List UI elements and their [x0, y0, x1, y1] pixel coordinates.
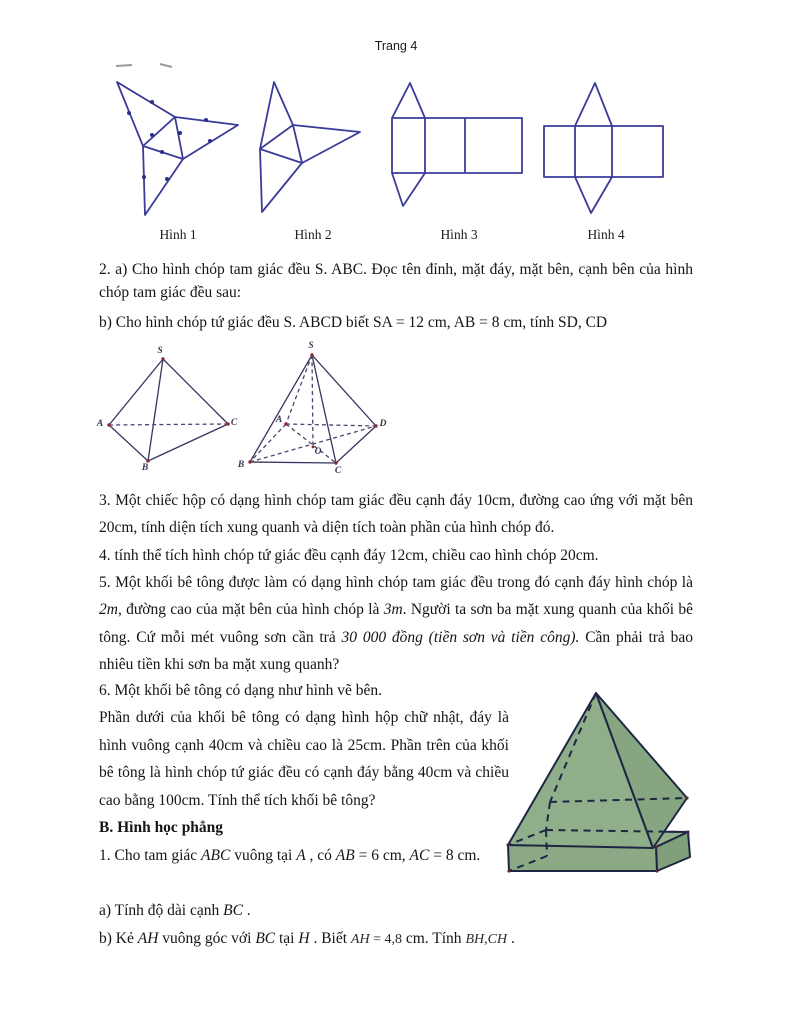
figure-label-hinh3: Hình 3	[440, 227, 478, 242]
concrete-block-figure	[493, 678, 708, 878]
problem-2a-text: 2. a) Cho hình chóp tam giác đều S. ABC. Đọc tên đỉnh, mặt đáy, mặt bên, cạnh bên của hình chóp tam giác đều sau:	[99, 261, 693, 301]
net-hinh2	[260, 82, 360, 212]
problem-2b-text: b) Cho hình chóp tứ giác đều S. ABCD biết SA = 12 cm, AB = 8 cm, tính SD, CD	[99, 314, 608, 331]
tetra-label-S: S	[157, 346, 163, 356]
quad-label-B: B	[237, 460, 245, 470]
problem-b1b-text: b) Kẻ AH vuông góc với BC tại H . Biết AH = 4,8 cm. Tính BH,CH .	[99, 930, 515, 947]
figure-label-hinh4: Hình 4	[587, 227, 625, 242]
quad-label-D: D	[379, 419, 387, 429]
net-hinh1-tick-dots	[127, 100, 212, 181]
tetra-label-B: B	[141, 463, 149, 473]
problem-6-intro-text: 6. Một khối bê tông có dạng như hình vẽ bên.	[99, 682, 383, 699]
figure-label-hinh1: Hình 1	[159, 227, 197, 242]
tetra-vertex-dots	[107, 357, 229, 462]
net-hinh1	[117, 82, 238, 215]
quad-label-C: C	[334, 466, 342, 476]
pyramids-figure	[95, 335, 395, 485]
problem-5-text: 5. Một khối bê tông được làm có dạng hình chóp tam giác đều trong đó cạnh đáy hình chóp là 2m, đường cao của mặt bên của hình chóp là 3m. Người ta sơn ba mặt xung quanh của khối bê tông. Cứ mỗi mét vuông sơn cần trả 30 000 đồng (tiền sơn và tiền công). Cần phải trả bao nhiêu tiền khi sơn ba mặt xung quanh?	[99, 574, 693, 674]
net-hinh3	[392, 83, 522, 206]
tetra-pyramid-drawing	[109, 359, 228, 461]
problem-4-text: 4. tính thể tích hình chóp tứ giác đều cạnh đáy 12cm, chiều cao hình chóp 20cm.	[99, 547, 599, 564]
quad-label-S: S	[308, 341, 314, 351]
problem-b1-text: 1. Cho tam giác ABC vuông tại A , có AB = 6 cm, AC = 8 cm.	[99, 847, 481, 864]
problem-b1a-text: a) Tính độ dài cạnh BC .	[99, 902, 251, 919]
figure-label-hinh2: Hình 2	[294, 227, 332, 242]
box-front-face	[508, 845, 657, 871]
section-b-heading: B. Hình học phẳng	[99, 819, 224, 836]
problem-3-text: 3. Một chiếc hộp có dạng hình chóp tam giác đều cạnh đáy 10cm, đường cao ứng với mặt bên 20cm, tính diện tích xung quanh và diện tích toàn phần của hình chóp đó.	[99, 492, 693, 537]
quad-label-A: A	[275, 415, 283, 425]
tetra-label-A: A	[96, 419, 104, 429]
scan-artifact-marks	[116, 64, 172, 67]
net-hinh4	[544, 83, 663, 213]
nets-figure	[100, 60, 700, 225]
quad-label-O: O	[314, 447, 322, 457]
tetra-label-C: C	[230, 418, 238, 428]
problem-6-body-text: Phần dưới của khối bê tông có dạng hình hộp chữ nhật, đáy là hình vuông cạnh 40cm và chiều cao là 25cm. Phần trên của khối bê tông là hình chóp tứ giác đều có cạnh đáy bằng 40cm và chiều cao bằng 100cm. Tính thể tích khối bê tông?	[99, 709, 509, 809]
page-number-header: Trang 4	[374, 39, 418, 53]
